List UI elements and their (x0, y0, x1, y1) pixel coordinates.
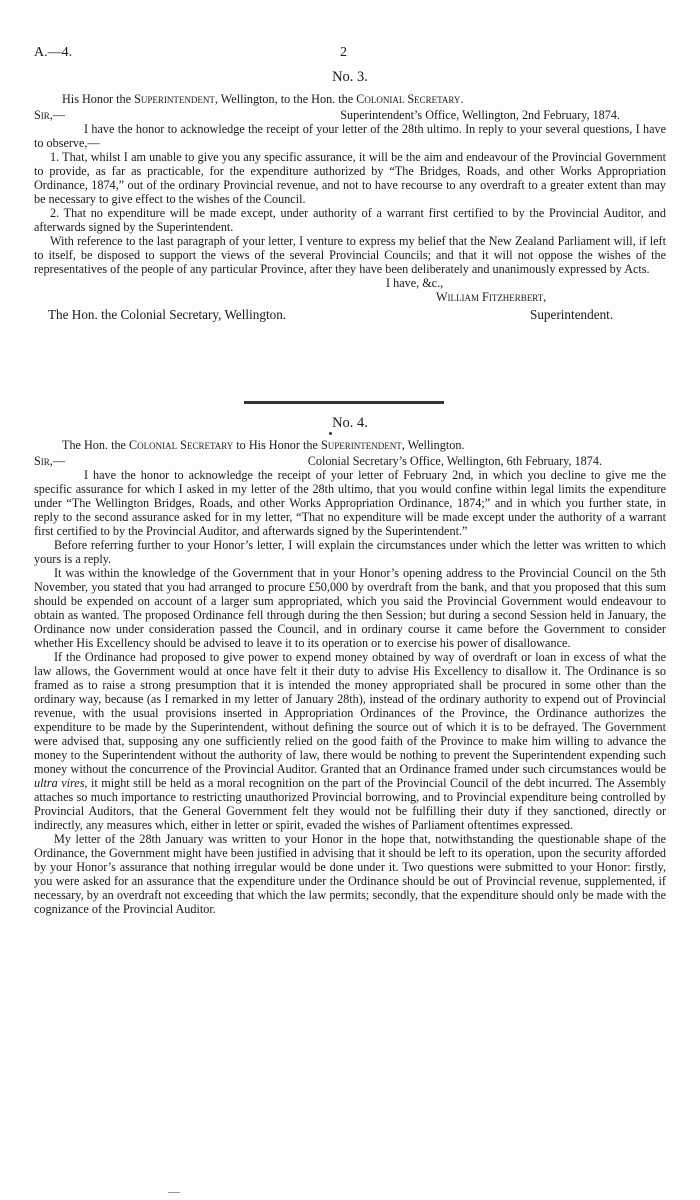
signatory-title: Superintendent. (530, 307, 614, 322)
salutation-line (34, 108, 666, 122)
salutation: Sir,— (34, 108, 66, 122)
signatory-line (34, 290, 666, 304)
salutation: Sir,— (34, 454, 66, 468)
paragraph: I have the honor to acknowledge the receipt of your letter of the 28th ultimo. In reply to your several questions, I have to observe,— (34, 122, 666, 150)
sign-off-line (34, 276, 666, 290)
address-prefix: His Honor the (62, 92, 135, 106)
paragraph: It was within the knowledge of the Government that in your Honor’s opening address to the Provincial Council on the 5th November, you stated that you had arranged to procure £50,000 by overdraft from the bank, and that you proposed that this sum should be expended on account of a larger sum appropriated, which you said the Provincial Government would endeavour to obtain as wanted. The proposed Ordinance fell through during the then Session; but during a second Session held in January, the Ordinance now under consideration passed the Council, and in ordinary course it came before the Government to consider whether His Excellency should be advised to leave it to its operation or to exercise his power of disallowance. (34, 566, 666, 650)
address-from: Colonial Secretary (129, 438, 234, 452)
paragraph: 2. That no expenditure will be made except, under authority of a warrant first certified to by the Provincial Auditor, and afterwards signed by the Superintendent. (34, 206, 666, 234)
address-from: Superintendent (134, 92, 215, 106)
address-middle: to His Honor the (233, 438, 321, 452)
address-middle: , Wellington, to the Hon. the (214, 92, 357, 106)
addressee: The Hon. the Colonial Secretary, Wellington. (48, 307, 287, 322)
letter-number: No. 3. (332, 69, 368, 85)
page-number: 2 (340, 45, 347, 60)
address-to: Colonial Secretary (356, 92, 461, 106)
letter-address-line (34, 438, 666, 452)
section-divider (244, 401, 444, 404)
paragraph-text: it might still be held as a moral recognition on the part of the Provincial Council of the debt incurred. The Assembly attaches so much importance to restricting unauthorized Provincial borrowing, and to Provincial expenditure being controlled by Provincial Auditors, that the General Government felt they would not be fulfilling their duty if they sanctioned, directly or indirectly, any measures which, either in letter or spirit, evaded the wishes of Parliament oftentimes expressed. (34, 776, 666, 832)
address-end: , Wellington. (401, 438, 465, 452)
letter-number: No. 4. (332, 415, 368, 431)
paragraph: I have the honor to acknowledge the receipt of your letter of February 2nd, in which you decline to give me the specific assurance for which I asked in my letter of the 28th ultimo, that you would confine within legal limits the expenditure under “The Wellington Bridges, Roads, and other Works Appropriation Ordinance, 1874;” and in which you further state, in reply to the second assurance asked for in my letter, “That no expenditure will be made except under the authority of a warrant first certified to by the Provincial Auditor, and afterwards signed by the Superintendent.” (34, 468, 666, 538)
paragraph: With reference to the last paragraph of your letter, I venture to express my belief that the New Zealand Parliament will, if left to itself, be disposed to support the views of the several Provincial Councils; and that it will not oppose the wishes of the representatives of the people of any particular Province, after they have been deliberately and unanimously expressed by Acts. (34, 234, 666, 276)
place-date: Superintendent’s Office, Wellington, 2nd February, 1874. (340, 108, 620, 122)
document-reference: A.—4. (34, 45, 73, 60)
address-end: . (460, 92, 464, 106)
paragraph-text: If the Ordinance had proposed to give power to expend money obtained by way of overdraft or loan in excess of what the law allows, the Government would at once have felt it their duty to advise His Excellency to disallow it. The Ordinance is so framed as to raise a strong presumption that it is intended the money appropriated shall be procured in some other than the ordinary way, because (as I remarked in my letter of January 28th), instead of the ordinary authority to expend out of Provincial revenue, with the usual provisions inserted in Appropriation Ordinances of the Province, the Ordinance authorizes the expenditure to be made by the Superintendent, without defining the source out of which it is to be defrayed. The Government were advised that, supposing any one sufficiently relied on the good faith of the Province to make him willing to advance the money to the Superintendent without the authority of law, there would be nothing to prevent the Superintendent expending such money without the concurrence of the Provincial Auditor. Granted that an Ordinance framed under such circumstances would be (34, 650, 666, 776)
sign-off: I have, &c., (386, 276, 444, 290)
paragraph: My letter of the 28th January was written to your Honor in the hope that, notwithstanding the questionable shape of the Ordinance, the Government might have been justified in advising that it should be left to its operation, upon the security afforded by your Honor’s assurance that nothing irregular would be done under it. Two questions were submitted to your Honor: firstly, you were asked for an assurance that the expenditure under the Ordinance should be out of Provincial revenue, supplemented, if necessary, by an overdraft not exceeding that which the law permits; secondly, that the expenditure should only be made with the cognizance of the Provincial Auditor. (34, 832, 666, 916)
letter-address-line (34, 92, 666, 106)
letter-no-3 (34, 70, 666, 324)
latin-term: ultra vires, (34, 776, 88, 790)
footer-mark (168, 1192, 180, 1193)
closing-line (34, 306, 666, 324)
paragraph: 1. That, whilst I am unable to give you any specific assurance, it will be the aim and endeavour of the Provincial Government to provide, as far as practicable, for the expenditure authorized by “The Bridges, Roads, and other Works Appropriation Ordinance, 1874,” out of the ordinary Provincial revenue, and not to have recourse to any overdraft to a greater extent than may be necessary to give effect to the wishes of the Council. (34, 150, 666, 206)
salutation-line (34, 454, 666, 468)
paragraph: Before referring further to your Honor’s letter, I will explain the circumstances under which the letter was written to which yours is a reply. (34, 538, 666, 566)
address-prefix: The Hon. the (62, 438, 130, 452)
letter-no-4 (34, 416, 666, 916)
address-to: Superintendent (320, 438, 402, 452)
place-date: Colonial Secretary’s Office, Wellington, 6th February, 1874. (307, 454, 602, 468)
paragraph (34, 650, 666, 832)
signatory: William Fitzherbert, (436, 290, 547, 304)
